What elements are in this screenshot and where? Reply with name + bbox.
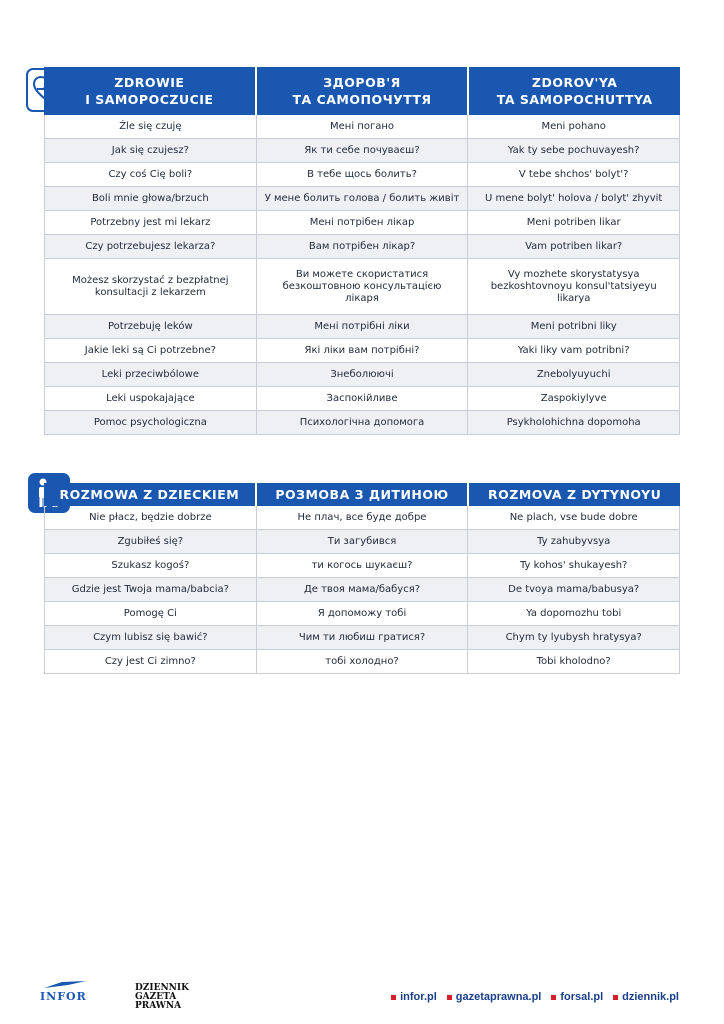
cell-uk: Мені потрібні ліки — [256, 315, 468, 339]
cell-tr: Yaki liky vam potribni? — [467, 339, 680, 363]
dgp-logo-line1: DZIENNIK — [135, 983, 189, 993]
table-row — [44, 411, 680, 435]
cell-uk: Мені погано — [256, 115, 468, 139]
cell-tr: V tebe shchos' bolyt'? — [467, 163, 680, 187]
cell-uk: Як ти себе почуваєш? — [256, 139, 468, 163]
table-row — [44, 139, 680, 163]
table-row — [44, 506, 680, 530]
link-forsal-label: forsal.pl — [560, 991, 604, 1003]
cell-pl: Potrzebuję leków — [44, 315, 256, 339]
cell-pl: Jak się czujesz? — [44, 139, 256, 163]
infor-wing-icon — [42, 980, 88, 990]
health-table — [44, 67, 680, 435]
cell-uk: Ти загубився — [256, 530, 468, 554]
cell-tr: U mene bolyt' holova / bolyt' zhyvit — [467, 187, 680, 211]
bullet-icon — [391, 995, 396, 1000]
cell-uk: Знеболюючі — [256, 363, 468, 387]
cell-tr: Ya dopomozhu tobi — [467, 602, 680, 626]
table-header — [44, 67, 680, 115]
link-forsal[interactable] — [551, 991, 603, 1003]
cell-tr: Meni potriben likar — [467, 211, 680, 235]
cell-tr: Yak ty sebe pochuvayesh? — [467, 139, 680, 163]
footer-links — [391, 991, 679, 1003]
table-row — [44, 554, 680, 578]
table-row — [44, 315, 680, 339]
link-infor[interactable] — [391, 991, 437, 1003]
cell-pl: Nie płacz, będzie dobrze — [44, 506, 256, 530]
header-transliteration: ROZMOVA Z DYTYNOYU — [467, 483, 680, 506]
header-ukrainian: ЗДОРОВ'Я ТА САМОПОЧУТТЯ — [255, 67, 468, 115]
cell-uk: Мені потрібен лікар — [256, 211, 468, 235]
cell-pl: Gdzie jest Twoja mama/babcia? — [44, 578, 256, 602]
cell-pl: Źle się czuję — [44, 115, 256, 139]
cell-uk: Заспокійливе — [256, 387, 468, 411]
cell-uk: Де твоя мама/бабуся? — [256, 578, 468, 602]
table-row — [44, 339, 680, 363]
cell-pl: Czy potrzebujesz lekarza? — [44, 235, 256, 259]
footer-logos — [40, 983, 189, 1011]
table-row — [44, 530, 680, 554]
cell-tr: Zaspokiylyve — [467, 387, 680, 411]
table-header — [44, 483, 680, 506]
cell-uk: тобі холодно? — [256, 650, 468, 674]
table-row — [44, 211, 680, 235]
cell-pl: Czy jest Ci zimno? — [44, 650, 256, 674]
cell-tr: Chym ty lyubysh hratysya? — [467, 626, 680, 650]
table-row — [44, 578, 680, 602]
cell-tr: Znebolyuyuchi — [467, 363, 680, 387]
table-row — [44, 602, 680, 626]
link-infor-label: infor.pl — [400, 991, 437, 1003]
cell-tr: Vam potriben likar? — [467, 235, 680, 259]
cell-uk: Чим ти любиш гратися? — [256, 626, 468, 650]
cell-tr: Tobi kholodno? — [467, 650, 680, 674]
cell-tr: Psykholohichna dopomoha — [467, 411, 680, 435]
cell-pl: Jakie leki są Ci potrzebne? — [44, 339, 256, 363]
bullet-icon — [551, 995, 556, 1000]
bullet-icon — [613, 995, 618, 1000]
cell-uk: Вам потрібен лікар? — [256, 235, 468, 259]
cell-uk: Не плач, все буде добре — [256, 506, 468, 530]
dgp-logo-line2: GAZETA PRAWNA — [135, 992, 182, 1011]
cell-tr: De tvoya mama/babusya? — [467, 578, 680, 602]
cell-tr: Vy mozhete skorystatysya bezkoshtovnoyu konsul'tatsiyeyu likarya — [467, 259, 680, 315]
header-polish: ZDROWIE I SAMOPOCZUCIE — [85, 75, 214, 107]
cell-tr: Meni pohano — [467, 115, 680, 139]
table-row — [44, 187, 680, 211]
table-row — [44, 650, 680, 674]
table-row — [44, 259, 680, 315]
table-row — [44, 235, 680, 259]
cell-pl: Potrzebny jest mi lekarz — [44, 211, 256, 235]
cell-pl: Leki przeciwbólowe — [44, 363, 256, 387]
cell-pl: Pomoc psychologiczna — [44, 411, 256, 435]
cell-pl: Czym lubisz się bawić? — [44, 626, 256, 650]
cell-tr: Ne plach, vse bude dobre — [467, 506, 680, 530]
link-dziennik-label: dziennik.pl — [622, 991, 679, 1003]
header-polish: ROZMOWA Z DZIECKIEM — [59, 487, 240, 502]
cell-uk: Психологічна допомога — [256, 411, 468, 435]
cell-uk: Ви можете скористатися безкоштовною консультацією лікаря — [256, 259, 468, 315]
cell-uk: Які ліки вам потрібні? — [256, 339, 468, 363]
bullet-icon — [447, 995, 452, 1000]
cell-pl: Boli mnie głowa/brzuch — [44, 187, 256, 211]
table-row — [44, 163, 680, 187]
cell-pl: Zgubiłeś się? — [44, 530, 256, 554]
infor-logo-text: INFOR — [40, 989, 87, 1003]
cell-tr: Ty zahubyvsya — [467, 530, 680, 554]
cell-tr: Meni potribni liky — [467, 315, 680, 339]
header-ukrainian: РОЗМОВА З ДИТИНОЮ — [255, 483, 468, 506]
cell-pl: Leki uspokajające — [44, 387, 256, 411]
table-row — [44, 387, 680, 411]
link-gazetaprawna-label: gazetaprawna.pl — [455, 991, 542, 1003]
dgp-logo[interactable] — [135, 984, 189, 1011]
cell-pl: Szukasz kogoś? — [44, 554, 256, 578]
link-dziennik[interactable] — [613, 991, 679, 1003]
infor-logo[interactable] — [40, 990, 87, 1003]
cell-uk: В тебе щось болить? — [256, 163, 468, 187]
link-gazetaprawna[interactable] — [447, 991, 542, 1003]
table-row — [44, 115, 680, 139]
header-transliteration: ZDOROV'YA TA SAMOPOCHUTTYA — [467, 67, 680, 115]
table-row — [44, 626, 680, 650]
cell-pl: Możesz skorzystać z bezpłatnej konsultacji z lekarzem — [44, 259, 256, 315]
cell-pl: Czy coś Cię boli? — [44, 163, 256, 187]
cell-pl: Pomogę Ci — [44, 602, 256, 626]
cell-uk: Я допоможу тобі — [256, 602, 468, 626]
child-talk-table — [44, 483, 680, 674]
table-row — [44, 363, 680, 387]
cell-uk: У мене болить голова / болить живіт — [256, 187, 468, 211]
cell-uk: ти когось шукаєш? — [256, 554, 468, 578]
cell-tr: Ty kohos' shukayesh? — [467, 554, 680, 578]
